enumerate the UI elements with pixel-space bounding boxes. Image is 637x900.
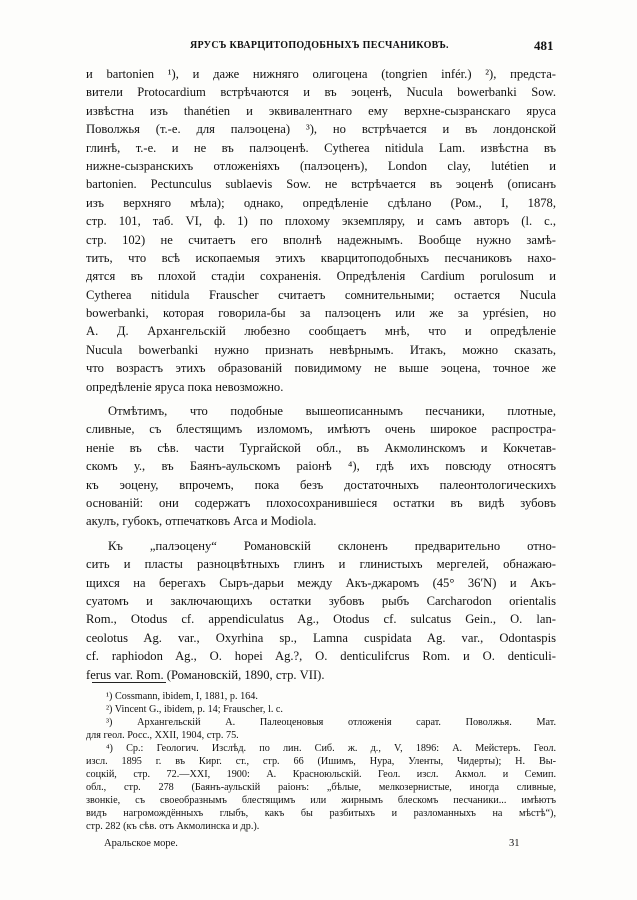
footnote-line: звонкіе, съ своеобразнымъ блестящимъ или жирнымъ блескомъ песчаники... имѣютъ [86, 795, 556, 806]
text-line: А. Д. Архангельскій любезно сообщаетъ мнѣ, что и опредѣленіе [86, 324, 556, 339]
footnote-line: видъ нагромождённыхъ глыбъ, какъ бы разбитыхъ и разломанныхъ на мѣстѣ“), [86, 808, 556, 819]
text-line: bowerbanki, которая говорила-бы за палэоценъ или же за yprésien, но [86, 306, 556, 321]
text-line: дятся въ плохой стадіи сохраненія. Опредѣленія Cardium porulosum и [86, 269, 556, 284]
text-line: ferus var. Rom. (Романовскій, 1890, стр. VII). [86, 667, 325, 682]
text-line: акулъ, губокъ, отпечатковъ Arca и Modiola. [86, 514, 317, 529]
text-line: Къ „палэоцену“ Романовскій склоненъ предварительно отно- [108, 538, 556, 553]
footnote-line: соцкій, стр. 72.—XXI, 1900: А. Красноюльскій. Геол. изсл. Акмол. и Семип. [86, 769, 556, 780]
body-text [86, 65, 556, 684]
text-line: суатомъ и заключающихъ остатки зубовъ рыбъ Carcharodon orientalis [86, 593, 556, 608]
text-line: cf. raphiodon Ag., O. hopei Ag.?, O. denticulifcrus Rom. и O. denticuli- [86, 649, 556, 664]
running-title: ЯРУСЪ КВАРЦИТОПОДОБНЫХЪ ПЕСЧАНИКОВЪ. [190, 40, 449, 51]
text-line: изъ верхняго мѣла); однако, опредѣленіе сдѣлано (Ром., I, 1878, [86, 195, 556, 210]
text-line: Nucula bowerbanki нужно признать невѣрнымъ. Итакъ, можно сказать, [86, 342, 556, 357]
footnote-line: ²) Vincent G., ibidem, p. 14; Frauscher, l. c. [106, 704, 283, 715]
text-line: нижне-сызранскихъ отложеніяхъ (палэоценъ), London clay, lutétien и [86, 158, 556, 173]
text-line: опредѣленіе яруса пока невозможно. [86, 379, 284, 394]
text-line: тить, что всѣ ископаемыя этихъ кварцитоподобныхъ песчаниковъ нахо- [86, 250, 556, 265]
text-line: Cytherea nitidula Frauscher считаетъ сомнительными; остается Nucula [86, 287, 556, 302]
text-line: и bartonien ¹), и даже нижняго олигоцена (tongrien infér.) ²), предста- [86, 67, 556, 81]
text-line: стр. 101, таб. VI, ф. 1) по плохому экземпляру, и самъ авторъ (l. c., [86, 214, 556, 229]
text-line: къ эоцену, впрочемъ, пока безъ достаточныхъ палеонтологическихъ [86, 477, 556, 492]
text-line: неніе въ сѣв. части Тургайской обл., въ Акмолинскомъ и Кокчетав- [86, 440, 556, 455]
page-number: 481 [534, 38, 554, 53]
text-line: ceolotus Ag. var., Oxyrhina sp., Lamna cuspidata Ag. var., Odontaspis [86, 630, 556, 645]
text-line: сить и пласты разноцвѣтныхъ глинъ и глинистыхъ мергелей, обнажаю- [86, 557, 556, 572]
text-line: скомъ у., въ Баянъ-аульскомъ раіонѣ ⁴), гдѣ ихъ повсюду относятъ [86, 459, 556, 474]
text-line: bartonien. Pectunculus sublaevis Sow. не встрѣчается въ эоценѣ (описанъ [86, 177, 556, 192]
text-line: Rom., Otodus cf. appendiculatus Ag., Otodus cf. sulcatus Gein., O. lan- [86, 612, 556, 627]
text-line: глинѣ, т.-е. и не въ палэоценѣ. Cytherea nitidula Lam. извѣстна въ [86, 140, 556, 155]
text-line: вители Protocardium встрѣчаются и въ эоценѣ, Nucula bowerbanki Sow. [86, 85, 556, 100]
page-footer [0, 838, 637, 854]
footnote-line: стр. 282 (къ сѣв. отъ Акмолинска и др.). [86, 821, 260, 832]
footnote-line: изсл. 1895 г. въ Кирг. ст., стр. 66 (Ишимъ, Нура, Уленты, Чидерты); Н. Вы- [86, 756, 556, 767]
text-line: Отмѣтимъ, что подобные вышеописаннымъ песчаники, плотные, [108, 404, 556, 419]
footnotes [86, 690, 556, 833]
footnote-line: ¹) Cossmann, ibidem, I, 1881, p. 164. [106, 691, 258, 702]
text-line: что возрастъ этихъ образованій повидимому не выше эоцена, точное же [86, 361, 556, 376]
footnote-line: ⁴) Ср.: Геологич. Изслѣд. по лин. Сиб. ж. д., V, 1896: А. Мейстеръ. Геол. [106, 743, 556, 754]
footnote-line: обл., стр. 278 (Баянъ-аульскій раіонъ: „бѣлые, мелкозернистые, иногда сливные, [86, 782, 556, 793]
text-line: щихся на берегахъ Сыръ-дарьи между Акъ-джаромъ (45° 36′N) и Акъ- [86, 575, 556, 590]
text-line: основаній: они содержатъ плохосохранившіеся остатки въ видѣ зубовъ [86, 495, 556, 510]
footer-section-title: Аральское море. [104, 838, 178, 849]
footnote-line: ³) Архангельскій А. Палеоценовыя отложенія сарат. Поволжья. Мат. [106, 717, 556, 728]
text-line: извѣстна изъ thanétien и эквивалентнаго ему верхне-сызранскаго яруса [86, 103, 556, 118]
footnote-line: для геол. Росс., XXII, 1904, стр. 75. [86, 730, 239, 741]
footer-signature-number: 31 [509, 838, 520, 849]
footnote-divider [92, 682, 166, 683]
page-header [0, 38, 637, 58]
text-line: сливные, съ блестящимъ изломомъ, имѣютъ очень широкое распростра- [86, 422, 556, 437]
text-line: стр. 102) не считаетъ его вполнѣ надежнымъ. Вообще нужно замѣ- [86, 232, 556, 247]
text-line: Поволжья (т.-е. для палэоцена) ³), но встрѣчается и въ лондонской [86, 122, 556, 137]
